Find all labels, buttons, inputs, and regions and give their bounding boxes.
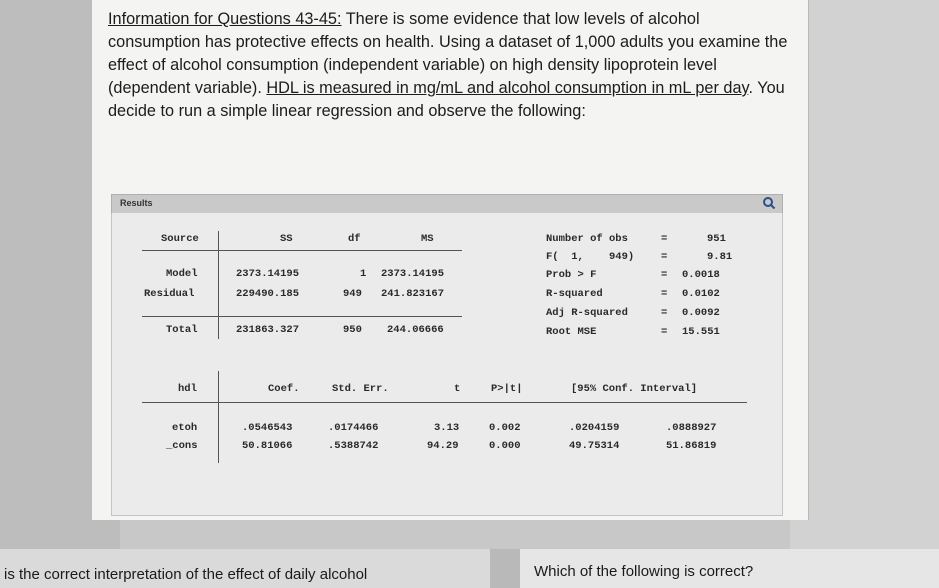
results-header (111, 194, 783, 214)
stat-value: 0.0018 (682, 269, 720, 281)
next-question-left (0, 549, 490, 588)
stat-value: 0.0102 (682, 288, 720, 300)
background-gap (490, 549, 520, 588)
anova-row-ss: 2373.14195 (236, 268, 300, 280)
anova-header-ss: SS (280, 233, 293, 245)
intro-body-2: . You decide to run a simple linear regression and observe the following: (108, 79, 785, 120)
coef-vertical-rule (218, 371, 219, 463)
anova-total-df: 950 (343, 324, 362, 336)
anova-row-ss: 229490.185 (236, 288, 300, 300)
stat-eq: = (661, 269, 668, 281)
next-question-right (520, 549, 939, 588)
stat-label: Adj R-squared (546, 307, 628, 319)
background-right (790, 0, 939, 588)
results-tab-label: Results (120, 198, 153, 208)
stat-label: Root MSE (546, 326, 597, 338)
coef-row-t: 94.29 (427, 440, 459, 452)
anova-row-source: Model (166, 268, 198, 280)
anova-header-source: Source (161, 233, 199, 245)
anova-total-ss: 231863.327 (236, 324, 300, 336)
intro-lead: Information for Questions 43-45: (108, 10, 342, 28)
anova-total-source: Total (166, 324, 198, 336)
anova-row-df: 1 (360, 268, 367, 280)
coef-header-ci: [95% Conf. Interval] (571, 383, 698, 395)
coef-header-p: P>|t| (491, 383, 523, 395)
coef-row-t: 3.13 (434, 422, 460, 434)
coef-row-p: 0.000 (489, 440, 521, 452)
stat-eq: = (661, 307, 668, 319)
coef-row-var: _cons (166, 440, 198, 452)
coef-header-t: t (454, 383, 461, 395)
stat-eq: = (661, 326, 668, 338)
coef-row-coef: .0546543 (242, 422, 293, 434)
stat-eq: = (661, 288, 668, 300)
coef-row-se: .0174466 (328, 422, 379, 434)
stat-eq: = (661, 251, 668, 263)
anova-vertical-rule (218, 231, 219, 339)
anova-row-source: Residual (144, 288, 195, 300)
coef-row-se: .5388742 (328, 440, 379, 452)
coef-row-p: 0.002 (489, 422, 521, 434)
anova-header-ms: MS (421, 233, 434, 245)
stat-value: 951 (707, 233, 726, 245)
anova-total-ms: 244.06666 (387, 324, 444, 336)
coef-row-ci-lower: 49.75314 (569, 440, 620, 452)
stat-value: 15.551 (682, 326, 720, 338)
intro-body-1: There is some evidence that low levels of alcohol consumption has protective effects on health. Using a dataset of 1,000 adults you examine the effect of alcohol consumption (independent variable) on high density lipoprotein level (dependent variable). (108, 10, 788, 97)
coef-row-ci-lower: .0204159 (569, 422, 620, 434)
stat-value: 0.0092 (682, 307, 720, 319)
stat-label: Number of obs (546, 233, 628, 245)
anova-row-ms: 2373.14195 (381, 268, 445, 280)
coef-dependent-var: hdl (178, 383, 197, 395)
coef-row-coef: 50.81066 (242, 440, 293, 452)
search-icon[interactable] (762, 196, 776, 210)
stat-label: F( 1, 949) (546, 251, 635, 263)
coef-header-se: Std. Err. (332, 383, 389, 395)
coef-row-ci-upper: .0888927 (666, 422, 717, 434)
stat-label: Prob > F (546, 269, 597, 281)
anova-row-ms: 241.823167 (381, 288, 445, 300)
anova-total-rule (142, 316, 462, 317)
next-question-left-text: is the correct interpretation of the effect of daily alcohol (4, 566, 368, 583)
anova-header-df: df (348, 233, 361, 245)
next-question-right-text: Which of the following is correct? (534, 563, 754, 580)
stat-value: 9.81 (707, 251, 733, 263)
anova-row-df: 949 (343, 288, 362, 300)
coef-header-rule (142, 402, 747, 403)
stat-eq: = (661, 233, 668, 245)
intro-units: HDL is measured in mg/mL and alcohol consumption in mL per day (266, 79, 749, 97)
regression-output (111, 213, 783, 516)
coef-row-ci-upper: 51.86819 (666, 440, 717, 452)
question-intro (108, 8, 788, 123)
coef-header-coef: Coef. (268, 383, 300, 395)
stat-label: R-squared (546, 288, 603, 300)
anova-header-rule (142, 250, 462, 251)
coef-row-var: etoh (172, 422, 198, 434)
